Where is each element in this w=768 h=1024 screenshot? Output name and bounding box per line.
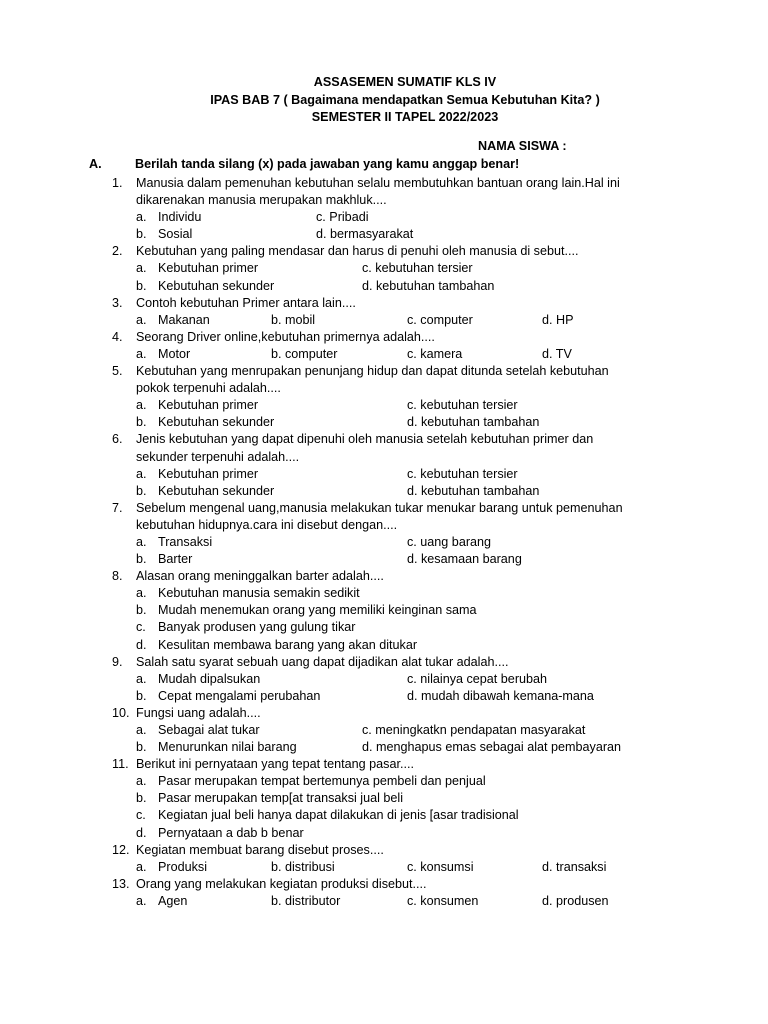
option-text: d. HP [542, 312, 574, 327]
answer-options-row [0, 346, 768, 363]
option-text: d. mudah dibawah kemana-mana [407, 688, 594, 703]
option-letter: a. [136, 261, 147, 276]
answer-options-row [0, 893, 768, 910]
question-line [0, 449, 768, 466]
answer-options-row [0, 773, 768, 790]
answer-option[interactable] [136, 534, 212, 551]
question-line [0, 363, 768, 380]
option-text: Menurunkan nilai barang [158, 740, 297, 755]
option-text: Kebutuhan primer [158, 398, 259, 413]
answer-option[interactable] [136, 825, 304, 842]
option-text: b. mobil [271, 312, 316, 327]
option-text: Cepat mengalami perubahan [158, 688, 321, 703]
answer-option[interactable] [136, 637, 417, 654]
question-number: 13. [112, 876, 130, 891]
question-text: Manusia dalam pemenuhan kebutuhan selalu membutuhkan bantuan orang lain.Hal ini [136, 176, 620, 190]
answer-option[interactable] [542, 346, 572, 363]
option-letter: b. [136, 227, 147, 242]
section-heading [89, 157, 519, 171]
option-letter: b. [136, 603, 147, 618]
option-text: d. kebutuhan tambahan [362, 278, 495, 293]
option-text: Kegiatan jual beli hanya dapat dilakukan di jenis [asar tradisional [158, 808, 519, 823]
option-letter: b. [136, 791, 147, 806]
answer-option[interactable] [136, 483, 274, 500]
option-letter: a. [136, 859, 147, 874]
question-list [0, 175, 768, 910]
answer-option[interactable] [136, 739, 297, 756]
header-subject: IPAS BAB 7 ( Bagaimana mendapatkan Semua Kebutuhan Kita? ) [210, 92, 600, 107]
answer-option[interactable] [407, 397, 518, 414]
option-text: Kebutuhan sekunder [158, 415, 275, 430]
option-text: Pasar merupakan tempat bertemunya pembeli dan penjual [158, 774, 486, 789]
option-letter: a. [136, 398, 147, 413]
answer-options-row [0, 551, 768, 568]
question-text: Sebelum mengenal uang,manusia melakukan tukar menukar barang untuk pemenuhan [136, 500, 623, 515]
answer-option[interactable] [271, 312, 315, 329]
option-letter: b. [136, 483, 147, 498]
question-number: 2. [112, 244, 123, 259]
answer-options-row [0, 414, 768, 431]
question-text: Contoh kebutuhan Primer antara lain.... [136, 295, 356, 310]
option-text: c. kebutuhan tersier [407, 398, 518, 413]
option-text: d. kesamaan barang [407, 552, 522, 567]
option-text: Kebutuhan manusia semakin sedikit [158, 586, 360, 601]
option-text: b. computer [271, 346, 338, 361]
question-line [0, 756, 768, 773]
option-text: Kebutuhan primer [158, 261, 259, 276]
answer-option[interactable] [136, 859, 207, 876]
answer-options-row [0, 260, 768, 277]
answer-options-row [0, 825, 768, 842]
question-text: pokok terpenuhi adalah.... [136, 381, 281, 396]
question-number: 5. [112, 364, 123, 379]
question-line [0, 380, 768, 397]
answer-option[interactable] [407, 346, 462, 363]
answer-option[interactable] [542, 859, 606, 876]
question-line [0, 705, 768, 722]
question-number: 4. [112, 329, 123, 344]
answer-option[interactable] [136, 807, 519, 824]
option-text: Makanan [158, 312, 210, 327]
answer-options-row [0, 619, 768, 636]
answer-option[interactable] [136, 671, 260, 688]
option-letter: a. [136, 774, 147, 789]
question-line [0, 192, 768, 209]
option-letter: a. [136, 723, 147, 737]
header-title: ASSASEMEN SUMATIF KLS IV [313, 75, 497, 89]
answer-options-row [0, 722, 768, 739]
question-number: 11. [112, 757, 129, 772]
answer-option[interactable] [136, 226, 192, 243]
option-letter: a. [136, 210, 147, 225]
option-text: Kesulitan membawa barang yang akan ditukar [158, 637, 418, 652]
question-line [0, 175, 768, 192]
answer-option[interactable] [407, 483, 539, 500]
option-text: d. menghapus emas sebagai alat pembayaran [362, 740, 622, 755]
answer-option[interactable] [136, 893, 187, 910]
question-number: 7. [112, 500, 123, 515]
option-text: b. distributor [271, 893, 341, 908]
section-instruction: Berilah tanda silang (x) pada jawaban yang kamu anggap benar! [135, 157, 520, 171]
option-letter: b. [136, 278, 147, 293]
option-letter: d. [136, 637, 147, 652]
answer-option[interactable] [407, 671, 547, 688]
option-text: Agen [158, 893, 188, 908]
option-text: d. produsen [542, 893, 609, 908]
section-letter: A. [89, 157, 102, 171]
answer-options-row [0, 312, 768, 329]
answer-option[interactable] [136, 278, 274, 295]
answer-option[interactable] [136, 790, 403, 807]
answer-option[interactable] [271, 859, 335, 876]
answer-option[interactable] [136, 260, 258, 277]
option-text: d. kebutuhan tambahan [407, 415, 540, 430]
option-text: Pernyataan a dab b benar [158, 825, 304, 840]
answer-option[interactable] [542, 312, 574, 329]
student-name-label: NAMA SISWA : [478, 139, 567, 153]
answer-option[interactable] [136, 688, 320, 705]
option-text: Pasar merupakan temp[at transaksi jual beli [158, 791, 404, 806]
answer-options-row [0, 585, 768, 602]
option-text: c. konsumen [407, 893, 479, 908]
header-semester: SEMESTER II TAPEL 2022/2023 [311, 110, 499, 124]
answer-option[interactable] [136, 551, 192, 568]
question-text: Salah satu syarat sebuah uang dapat dijadikan alat tukar adalah.... [136, 654, 509, 669]
answer-option[interactable] [316, 209, 369, 226]
question-number: 6. [112, 432, 123, 447]
option-text: Barter [158, 552, 193, 567]
option-text: Mudah dipalsukan [158, 671, 261, 686]
question-text: Orang yang melakukan kegiatan produksi disebut.... [136, 876, 427, 891]
question-line [0, 568, 768, 585]
option-letter: a. [136, 346, 147, 361]
answer-option[interactable] [136, 209, 201, 226]
question-text: Berikut ini pernyataan yang tepat tentang pasar.... [136, 757, 414, 772]
option-text: c. Pribadi [316, 210, 369, 225]
answer-options-row [0, 859, 768, 876]
question-text: Alasan orang meninggalkan barter adalah.... [136, 569, 384, 584]
question-number: 9. [112, 654, 123, 669]
answer-options-row [0, 637, 768, 654]
question-line [0, 500, 768, 517]
answer-option[interactable] [271, 893, 340, 910]
question-text: Kebutuhan yang paling mendasar dan harus di penuhi oleh manusia di sebut.... [136, 244, 579, 259]
option-text: b. distribusi [271, 859, 335, 874]
question-text: sekunder terpenuhi adalah.... [136, 449, 300, 464]
question-number: 1. [112, 176, 123, 190]
answer-option[interactable] [136, 414, 274, 431]
option-letter: a. [136, 586, 147, 601]
answer-option[interactable] [407, 551, 522, 568]
option-letter: c. [136, 808, 146, 823]
answer-options-row [0, 209, 768, 226]
option-text: c. nilainya cepat berubah [407, 671, 548, 686]
answer-options-row [0, 688, 768, 705]
option-letter: c. [136, 620, 146, 635]
answer-options-row [0, 226, 768, 243]
option-letter: a. [136, 534, 147, 549]
question-line [0, 329, 768, 346]
option-text: Produksi [158, 859, 207, 874]
question-line [0, 243, 768, 260]
option-text: Sebagai alat tukar [158, 723, 260, 737]
option-text: c. kebutuhan tersier [407, 466, 518, 481]
option-text: c. uang barang [407, 534, 492, 549]
answer-options-row [0, 397, 768, 414]
option-letter: b. [136, 688, 147, 703]
answer-options-row [0, 602, 768, 619]
answer-options-row [0, 483, 768, 500]
option-text: d. kebutuhan tambahan [407, 483, 540, 498]
option-text: Mudah menemukan orang yang memiliki keinginan sama [158, 603, 477, 618]
answer-options-row [0, 671, 768, 688]
answer-option[interactable] [136, 773, 486, 790]
option-text: Kebutuhan primer [158, 466, 259, 481]
option-text: Banyak produsen yang gulung tikar [158, 620, 356, 635]
option-letter: d. [136, 825, 147, 840]
option-letter: b. [136, 552, 147, 567]
answer-options-row [0, 534, 768, 551]
question-number: 3. [112, 295, 123, 310]
option-letter: a. [136, 671, 147, 686]
answer-option[interactable] [542, 893, 609, 910]
answer-option[interactable] [136, 619, 355, 636]
option-text: Kebutuhan sekunder [158, 278, 275, 293]
question-line [0, 295, 768, 312]
answer-option[interactable] [136, 397, 258, 414]
question-line [0, 431, 768, 448]
answer-option[interactable] [316, 226, 413, 243]
answer-option[interactable] [362, 260, 473, 277]
option-text: Kebutuhan sekunder [158, 483, 275, 498]
answer-option[interactable] [407, 312, 473, 329]
question-text: Kegiatan membuat barang disebut proses.... [136, 842, 384, 857]
option-text: d. bermasyarakat [316, 227, 414, 242]
answer-option[interactable] [362, 278, 494, 295]
option-text: Transaksi [158, 534, 213, 549]
question-line [0, 842, 768, 859]
option-text: Motor [158, 346, 191, 361]
option-text: c. computer [407, 312, 473, 327]
answer-option[interactable] [136, 585, 360, 602]
answer-option[interactable] [136, 346, 190, 363]
option-letter: a. [136, 893, 147, 908]
question-text: Fungsi uang adalah.... [136, 705, 261, 720]
option-letter: b. [136, 415, 147, 430]
option-text: Individu [158, 210, 202, 225]
answer-options-row [0, 790, 768, 807]
option-text: d. TV [542, 346, 572, 361]
option-text: c. konsumsi [407, 859, 474, 874]
question-line [0, 654, 768, 671]
answer-option[interactable] [136, 312, 210, 329]
answer-option[interactable] [407, 534, 491, 551]
question-line [0, 876, 768, 893]
answer-options-row [0, 278, 768, 295]
answer-option[interactable] [136, 602, 477, 619]
question-text: Kebutuhan yang menrupakan penunjang hidup dan dapat ditunda setelah kebutuhan [136, 364, 609, 379]
option-text: c. kamera [407, 346, 463, 361]
question-text: Seorang Driver online,kebutuhan primernya adalah.... [136, 329, 435, 344]
answer-option[interactable] [407, 466, 518, 483]
answer-options-row [0, 807, 768, 824]
question-text: Jenis kebutuhan yang dapat dipenuhi oleh manusia setelah kebutuhan primer dan [136, 432, 594, 447]
answer-option[interactable] [362, 722, 585, 739]
answer-option[interactable] [362, 739, 621, 756]
answer-options-row [0, 466, 768, 483]
option-text: c. kebutuhan tersier [362, 261, 473, 276]
answer-options-row [0, 739, 768, 756]
question-line [0, 517, 768, 534]
option-letter: a. [136, 466, 147, 481]
answer-option[interactable] [271, 346, 338, 363]
option-text: d. transaksi [542, 859, 607, 874]
option-letter: b. [136, 740, 147, 755]
question-number: 10. [112, 705, 130, 720]
answer-option[interactable] [136, 722, 260, 739]
document-header [0, 74, 768, 127]
option-text: Sosial [158, 227, 193, 242]
question-number: 8. [112, 569, 123, 584]
question-number: 12. [112, 842, 130, 857]
question-text: kebutuhan hidupnya.cara ini disebut dengan.... [136, 517, 398, 532]
option-letter: a. [136, 312, 147, 327]
question-text: dikarenakan manusia merupakan makhluk.... [136, 193, 387, 208]
answer-option[interactable] [407, 859, 474, 876]
answer-option[interactable] [407, 414, 539, 431]
answer-option[interactable] [407, 893, 478, 910]
answer-option[interactable] [407, 688, 594, 705]
option-text: c. meningkatkn pendapatan masyarakat [362, 723, 586, 737]
answer-option[interactable] [136, 466, 258, 483]
